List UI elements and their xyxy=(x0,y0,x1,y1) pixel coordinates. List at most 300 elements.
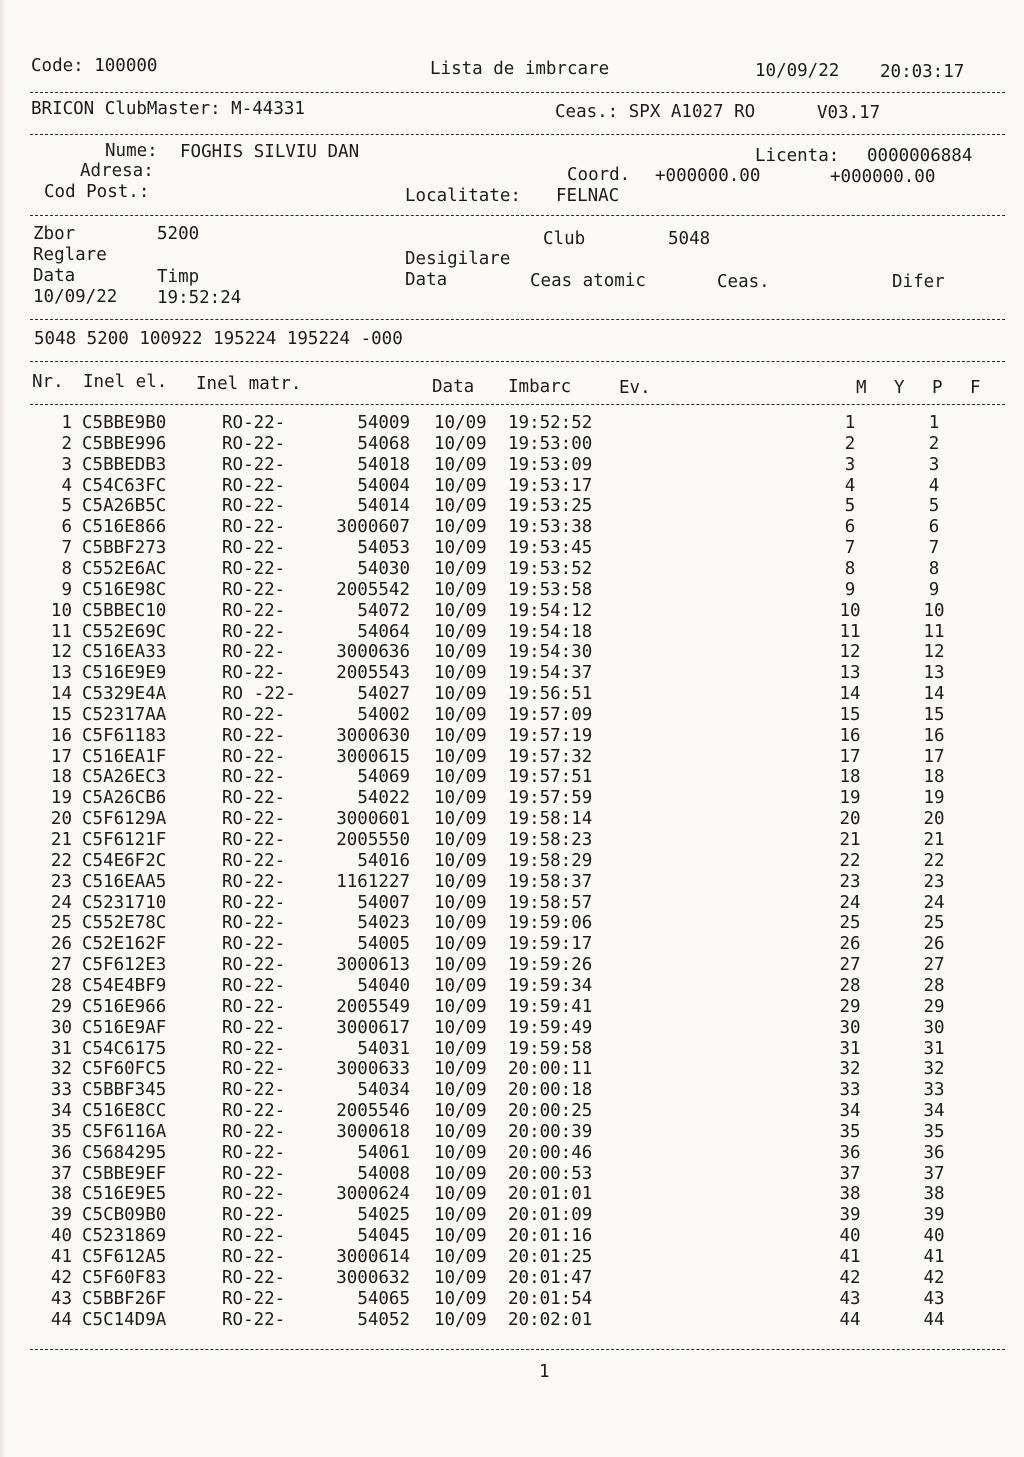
electronic-ring: C5BBEC10 xyxy=(82,600,167,621)
electronic-ring: C54E6F2C xyxy=(82,850,167,871)
position-m: 4 xyxy=(844,475,856,496)
position-m: 22 xyxy=(839,850,861,871)
ring-number: 54069 xyxy=(357,767,410,788)
ring-number: 54065 xyxy=(357,1288,410,1309)
arrival-time: 19:58:14 xyxy=(508,809,593,830)
arrival-time: 20:01:09 xyxy=(508,1205,593,1226)
ring-number: 54016 xyxy=(357,850,410,871)
table-row xyxy=(0,850,1024,874)
arrival-time: 19:53:58 xyxy=(508,579,593,600)
arrival-date: 10/09 xyxy=(434,767,487,788)
position-p: 11 xyxy=(923,621,945,642)
ring-prefix: RO-22- xyxy=(222,1184,286,1205)
ring-number: 54014 xyxy=(357,496,410,517)
row-number: 39 xyxy=(50,1205,72,1226)
arrival-date: 10/09 xyxy=(434,1226,487,1247)
position-m: 16 xyxy=(839,725,861,746)
arrival-date: 10/09 xyxy=(434,850,487,871)
name-label: Nume: xyxy=(105,141,158,161)
table-row xyxy=(0,1142,1024,1166)
ring-prefix: RO-22- xyxy=(222,1142,286,1163)
arrival-time: 20:00:18 xyxy=(508,1080,593,1101)
electronic-ring: C552E78C xyxy=(82,913,167,934)
col-header-y: Y xyxy=(894,378,905,398)
desigilare-data-label: Data xyxy=(405,270,448,290)
table-row xyxy=(0,1121,1024,1145)
separator xyxy=(30,1349,1005,1350)
row-number: 14 xyxy=(50,684,72,705)
position-p: 7 xyxy=(928,538,940,559)
position-m: 17 xyxy=(839,746,861,767)
arrival-date: 10/09 xyxy=(434,1080,487,1101)
report-title: Lista de imbrcare xyxy=(430,59,610,79)
arrival-date: 10/09 xyxy=(434,621,487,642)
electronic-ring: C5BBE996 xyxy=(82,433,167,454)
arrival-date: 10/09 xyxy=(434,746,487,767)
ring-prefix: RO-22- xyxy=(222,704,286,725)
ring-prefix: RO-22- xyxy=(222,1226,286,1247)
ring-number: 54008 xyxy=(357,1163,410,1184)
row-number: 3 xyxy=(61,454,72,475)
table-row xyxy=(0,936,1024,957)
arrival-date: 10/09 xyxy=(434,517,487,538)
ring-number: 2005546 xyxy=(336,1101,410,1122)
electronic-ring: C52317AA xyxy=(82,704,167,725)
position-p: 43 xyxy=(923,1288,945,1309)
arrival-time: 20:00:39 xyxy=(508,1121,593,1142)
position-p: 40 xyxy=(923,1226,945,1247)
arrival-time: 19:59:06 xyxy=(508,913,593,934)
position-m: 26 xyxy=(839,934,861,955)
ring-number: 54064 xyxy=(357,621,410,642)
position-m: 39 xyxy=(839,1205,861,1226)
position-m: 44 xyxy=(839,1309,861,1330)
ring-prefix: RO-22- xyxy=(222,767,286,788)
row-number: 9 xyxy=(61,579,72,600)
position-m: 3 xyxy=(844,454,856,475)
position-m: 43 xyxy=(839,1288,861,1309)
arrival-time: 20:01:25 xyxy=(508,1247,593,1267)
position-p: 44 xyxy=(923,1309,945,1330)
ring-prefix: RO-22- xyxy=(222,746,286,767)
arrival-time: 19:57:51 xyxy=(508,767,593,788)
table-row xyxy=(0,725,1024,749)
arrival-date: 10/09 xyxy=(434,725,487,746)
table-row xyxy=(0,1249,1024,1270)
ring-number: 54034 xyxy=(357,1080,410,1101)
arrival-time: 19:53:52 xyxy=(508,558,593,579)
ring-prefix: RO-22- xyxy=(222,600,286,621)
electronic-ring: C516E966 xyxy=(82,996,167,1017)
separator xyxy=(30,215,1005,216)
separator xyxy=(30,361,1005,362)
ring-number: 54009 xyxy=(357,413,410,433)
row-number: 13 xyxy=(50,663,72,684)
position-m: 9 xyxy=(844,579,856,600)
ring-prefix: RO-22- xyxy=(222,788,286,809)
ring-prefix: RO-22- xyxy=(222,830,286,850)
arrival-date: 10/09 xyxy=(434,1267,487,1288)
address-label: Adresa: xyxy=(80,161,154,181)
position-m: 41 xyxy=(839,1247,861,1267)
ring-number: 3000601 xyxy=(336,809,410,830)
table-row xyxy=(0,1207,1024,1228)
electronic-ring: C516E98C xyxy=(82,579,167,600)
ring-prefix: RO-22- xyxy=(222,621,286,642)
position-p: 12 xyxy=(923,642,945,663)
row-number: 8 xyxy=(61,558,72,579)
position-m: 18 xyxy=(839,767,861,788)
clock-version: V03.17 xyxy=(817,103,881,123)
electronic-ring: C5F612E3 xyxy=(82,955,167,976)
arrival-time: 19:57:59 xyxy=(508,788,593,809)
row-number: 17 xyxy=(50,746,72,767)
col-header-p: P xyxy=(932,378,943,398)
position-p: 33 xyxy=(923,1080,945,1101)
table-row xyxy=(0,746,1024,770)
table-row xyxy=(0,540,1024,561)
arrival-date: 10/09 xyxy=(434,1163,487,1184)
row-number: 1 xyxy=(61,413,72,433)
ring-number: 54031 xyxy=(357,1038,410,1059)
row-number: 40 xyxy=(50,1226,72,1247)
row-number: 15 xyxy=(50,704,72,725)
ring-prefix: RO-22- xyxy=(222,663,286,684)
reglare-date: 10/09/22 xyxy=(33,287,118,307)
arrival-time: 19:53:45 xyxy=(508,538,593,559)
table-row xyxy=(0,769,1024,790)
ring-prefix: RO-22- xyxy=(222,1247,286,1267)
arrival-date: 10/09 xyxy=(434,1288,487,1309)
position-m: 31 xyxy=(839,1038,861,1059)
electronic-ring: C5231710 xyxy=(82,892,167,913)
ring-prefix: RO-22- xyxy=(222,850,286,871)
electronic-ring: C5BBF26F xyxy=(82,1288,167,1309)
row-number: 41 xyxy=(50,1247,72,1267)
position-p: 13 xyxy=(923,663,945,684)
arrival-date: 10/09 xyxy=(434,788,487,809)
arrival-time: 20:01:01 xyxy=(508,1184,593,1205)
arrival-time: 19:57:19 xyxy=(508,725,593,746)
reglare-data-label: Data xyxy=(33,266,76,286)
arrival-time: 20:00:53 xyxy=(508,1163,593,1184)
reglare-time: 19:52:24 xyxy=(157,288,242,308)
arrival-time: 19:53:00 xyxy=(508,433,593,454)
row-number: 43 xyxy=(50,1288,72,1309)
arrival-date: 10/09 xyxy=(434,934,487,955)
electronic-ring: C5F60FC5 xyxy=(82,1059,167,1080)
ring-prefix: RO-22- xyxy=(222,892,286,913)
ring-number: 2005550 xyxy=(336,830,410,850)
club-label: Club xyxy=(543,229,586,249)
arrival-time: 19:58:23 xyxy=(508,830,593,850)
col-header-ev: Ev. xyxy=(619,378,651,398)
position-p: 34 xyxy=(923,1101,945,1122)
position-p: 4 xyxy=(928,475,940,496)
position-m: 32 xyxy=(839,1059,861,1080)
arrival-date: 10/09 xyxy=(434,1247,487,1267)
ring-number: 54068 xyxy=(357,433,410,454)
table-row xyxy=(0,558,1024,582)
arrival-time: 19:58:29 xyxy=(508,850,593,871)
row-number: 22 xyxy=(50,850,72,871)
row-number: 16 xyxy=(50,725,72,746)
arrival-date: 10/09 xyxy=(434,558,487,579)
table-row xyxy=(0,433,1024,457)
electronic-ring: C5BBE9EF xyxy=(82,1163,167,1184)
electronic-ring: C5A26B5C xyxy=(82,496,167,517)
row-number: 27 xyxy=(50,955,72,976)
position-m: 24 xyxy=(839,892,861,913)
ring-number: 3000624 xyxy=(336,1184,410,1205)
table-row xyxy=(0,1038,1024,1062)
position-p: 21 xyxy=(923,830,945,850)
position-m: 12 xyxy=(839,642,861,663)
ring-prefix: RO-22- xyxy=(222,433,286,454)
table-row xyxy=(0,915,1024,936)
electronic-ring: C516E9E9 xyxy=(82,663,167,684)
position-p: 27 xyxy=(923,955,945,976)
arrival-date: 10/09 xyxy=(434,413,487,433)
col-header-data: Data xyxy=(432,377,475,397)
position-p: 28 xyxy=(923,975,945,996)
position-m: 33 xyxy=(839,1080,861,1101)
arrival-time: 20:02:01 xyxy=(508,1309,593,1330)
electronic-ring: C5231869 xyxy=(82,1226,167,1247)
row-number: 4 xyxy=(61,475,72,496)
position-p: 41 xyxy=(923,1247,945,1267)
device-info: BRICON ClubMaster: M-44331 xyxy=(31,99,305,119)
arrival-time: 19:57:32 xyxy=(508,746,593,767)
electronic-ring: C5F6129A xyxy=(82,809,167,830)
table-row xyxy=(0,811,1024,832)
arrival-time: 19:53:38 xyxy=(508,517,593,538)
row-number: 31 xyxy=(50,1038,72,1059)
owner-name: FOGHIS SILVIU DAN xyxy=(180,142,360,162)
arrival-time: 19:59:26 xyxy=(508,955,593,976)
ring-number: 54040 xyxy=(357,975,410,996)
ring-number: 54072 xyxy=(357,600,410,621)
page-number: 1 xyxy=(539,1362,550,1382)
electronic-ring: C516E8CC xyxy=(82,1101,167,1122)
reglare-timp-label: Timp xyxy=(157,267,200,287)
ring-number: 3000617 xyxy=(336,1017,410,1038)
electronic-ring: C5329E4A xyxy=(82,684,167,705)
ring-number: 2005543 xyxy=(336,663,410,684)
position-m: 20 xyxy=(839,809,861,830)
ring-number: 3000633 xyxy=(336,1059,410,1080)
position-m: 19 xyxy=(839,788,861,809)
electronic-ring: C516EA1F xyxy=(82,746,167,767)
position-p: 18 xyxy=(923,767,945,788)
row-number: 10 xyxy=(50,600,72,621)
club-value: 5048 xyxy=(668,229,711,249)
ring-number: 2005542 xyxy=(336,579,410,600)
ring-number: 54025 xyxy=(357,1205,410,1226)
table-row xyxy=(0,1288,1024,1312)
ring-number: 2005549 xyxy=(336,996,410,1017)
electronic-ring: C516E9AF xyxy=(82,1017,167,1038)
ring-prefix: RO-22- xyxy=(222,558,286,579)
position-p: 30 xyxy=(923,1017,945,1038)
ring-prefix: RO-22- xyxy=(222,1059,286,1080)
arrival-time: 19:56:51 xyxy=(508,684,593,705)
arrival-time: 20:01:54 xyxy=(508,1288,593,1309)
arrival-date: 10/09 xyxy=(434,600,487,621)
report-code: Code: 100000 xyxy=(31,56,158,76)
arrival-time: 19:57:09 xyxy=(508,704,593,725)
arrival-time: 19:59:49 xyxy=(508,1017,593,1038)
position-m: 23 xyxy=(839,871,861,892)
arrival-date: 10/09 xyxy=(434,975,487,996)
table-row xyxy=(0,454,1024,478)
reglare-label: Reglare xyxy=(33,245,107,265)
arrival-time: 19:59:41 xyxy=(508,996,593,1017)
position-m: 29 xyxy=(839,996,861,1017)
col-header-inel-el: Inel el. xyxy=(83,372,168,392)
position-p: 37 xyxy=(923,1163,945,1184)
arrival-date: 10/09 xyxy=(434,1205,487,1226)
position-p: 20 xyxy=(923,809,945,830)
row-number: 12 xyxy=(50,642,72,663)
desigilare-label: Desigilare xyxy=(405,249,511,269)
position-p: 26 xyxy=(923,934,945,955)
arrival-date: 10/09 xyxy=(434,642,487,663)
table-row xyxy=(0,1163,1024,1187)
electronic-ring: C516EAA5 xyxy=(82,871,167,892)
table-row xyxy=(0,1061,1024,1082)
ring-number: 54052 xyxy=(357,1309,410,1330)
row-number: 32 xyxy=(50,1059,72,1080)
ring-prefix: RO-22- xyxy=(222,496,286,517)
ring-number: 3000607 xyxy=(336,517,410,538)
position-m: 10 xyxy=(839,600,861,621)
row-number: 5 xyxy=(61,496,72,517)
arrival-time: 19:53:25 xyxy=(508,496,593,517)
ring-prefix: RO-22- xyxy=(222,809,286,830)
table-row xyxy=(0,1082,1024,1103)
position-p: 8 xyxy=(928,558,940,579)
arrival-date: 10/09 xyxy=(434,955,487,976)
ring-prefix: RO-22- xyxy=(222,996,286,1017)
arrival-time: 19:58:37 xyxy=(508,871,593,892)
row-number: 24 xyxy=(50,892,72,913)
position-p: 23 xyxy=(923,871,945,892)
position-p: 3 xyxy=(928,454,940,475)
row-number: 18 xyxy=(50,767,72,788)
zbor-value: 5200 xyxy=(157,224,200,244)
coord-y: +000000.00 xyxy=(830,167,936,187)
position-m: 13 xyxy=(839,663,861,684)
position-m: 27 xyxy=(839,955,861,976)
electronic-ring: C5A26CB6 xyxy=(82,788,167,809)
table-row xyxy=(0,996,1024,1020)
row-number: 30 xyxy=(50,1017,72,1038)
electronic-ring: C5BBF345 xyxy=(82,1080,167,1101)
arrival-date: 10/09 xyxy=(434,809,487,830)
electronic-ring: C5A26EC3 xyxy=(82,767,167,788)
position-p: 35 xyxy=(923,1121,945,1142)
arrival-date: 10/09 xyxy=(434,1038,487,1059)
position-m: 37 xyxy=(839,1163,861,1184)
electronic-ring: C5684295 xyxy=(82,1142,167,1163)
position-m: 15 xyxy=(839,704,861,725)
table-row xyxy=(0,1186,1024,1207)
row-number: 35 xyxy=(50,1121,72,1142)
ring-prefix: RO-22- xyxy=(222,1121,286,1142)
electronic-ring: C516E9E5 xyxy=(82,1184,167,1205)
arrival-time: 19:54:18 xyxy=(508,621,593,642)
arrival-date: 10/09 xyxy=(434,538,487,559)
row-number: 20 xyxy=(50,809,72,830)
electronic-ring: C516EA33 xyxy=(82,642,167,663)
arrival-time: 19:54:30 xyxy=(508,642,593,663)
ring-prefix: RO-22- xyxy=(222,1080,286,1101)
position-p: 9 xyxy=(928,579,940,600)
arrival-time: 19:53:17 xyxy=(508,475,593,496)
table-row xyxy=(0,1228,1024,1249)
arrival-date: 10/09 xyxy=(434,433,487,454)
position-p: 39 xyxy=(923,1205,945,1226)
row-number: 34 xyxy=(50,1101,72,1122)
report-time: 20:03:17 xyxy=(880,62,965,82)
table-row xyxy=(0,975,1024,999)
position-p: 22 xyxy=(923,850,945,871)
ring-prefix: RO-22- xyxy=(222,913,286,934)
ring-prefix: RO-22- xyxy=(222,1288,286,1309)
position-p: 6 xyxy=(928,517,940,538)
flight-code-line: 5048 5200 100922 195224 195224 -000 xyxy=(34,329,403,349)
ring-number: 54053 xyxy=(357,538,410,559)
position-m: 34 xyxy=(839,1101,861,1122)
table-row xyxy=(0,415,1024,436)
position-p: 5 xyxy=(928,496,940,517)
position-p: 15 xyxy=(923,704,945,725)
arrival-date: 10/09 xyxy=(434,830,487,850)
position-m: 25 xyxy=(839,913,861,934)
ring-number: 3000618 xyxy=(336,1121,410,1142)
separator xyxy=(30,404,1005,405)
table-row xyxy=(0,1017,1024,1041)
arrival-date: 10/09 xyxy=(434,1142,487,1163)
arrival-date: 10/09 xyxy=(434,1121,487,1142)
ring-number: 54030 xyxy=(357,558,410,579)
position-p: 29 xyxy=(923,996,945,1017)
col-header-nr: Nr. xyxy=(32,372,64,392)
separator xyxy=(30,92,1005,93)
row-number: 23 xyxy=(50,871,72,892)
table-row xyxy=(0,600,1024,624)
license-label: Licenta: xyxy=(755,146,840,166)
electronic-ring: C5F61183 xyxy=(82,725,167,746)
table-row xyxy=(0,519,1024,540)
coord-label: Coord. xyxy=(567,165,631,185)
position-p: 19 xyxy=(923,788,945,809)
postcode-label: Cod Post.: xyxy=(44,182,150,202)
position-p: 38 xyxy=(923,1184,945,1205)
position-p: 1 xyxy=(928,413,940,433)
row-number: 36 xyxy=(50,1142,72,1163)
electronic-ring: C516E866 xyxy=(82,517,167,538)
zbor-label: Zbor xyxy=(33,224,76,244)
row-number: 2 xyxy=(61,433,72,454)
ring-number: 3000614 xyxy=(336,1247,410,1267)
ring-prefix: RO-22- xyxy=(222,1017,286,1038)
position-p: 2 xyxy=(928,433,940,454)
ring-prefix: RO-22- xyxy=(222,975,286,996)
arrival-date: 10/09 xyxy=(434,871,487,892)
ring-number: 3000630 xyxy=(336,725,410,746)
